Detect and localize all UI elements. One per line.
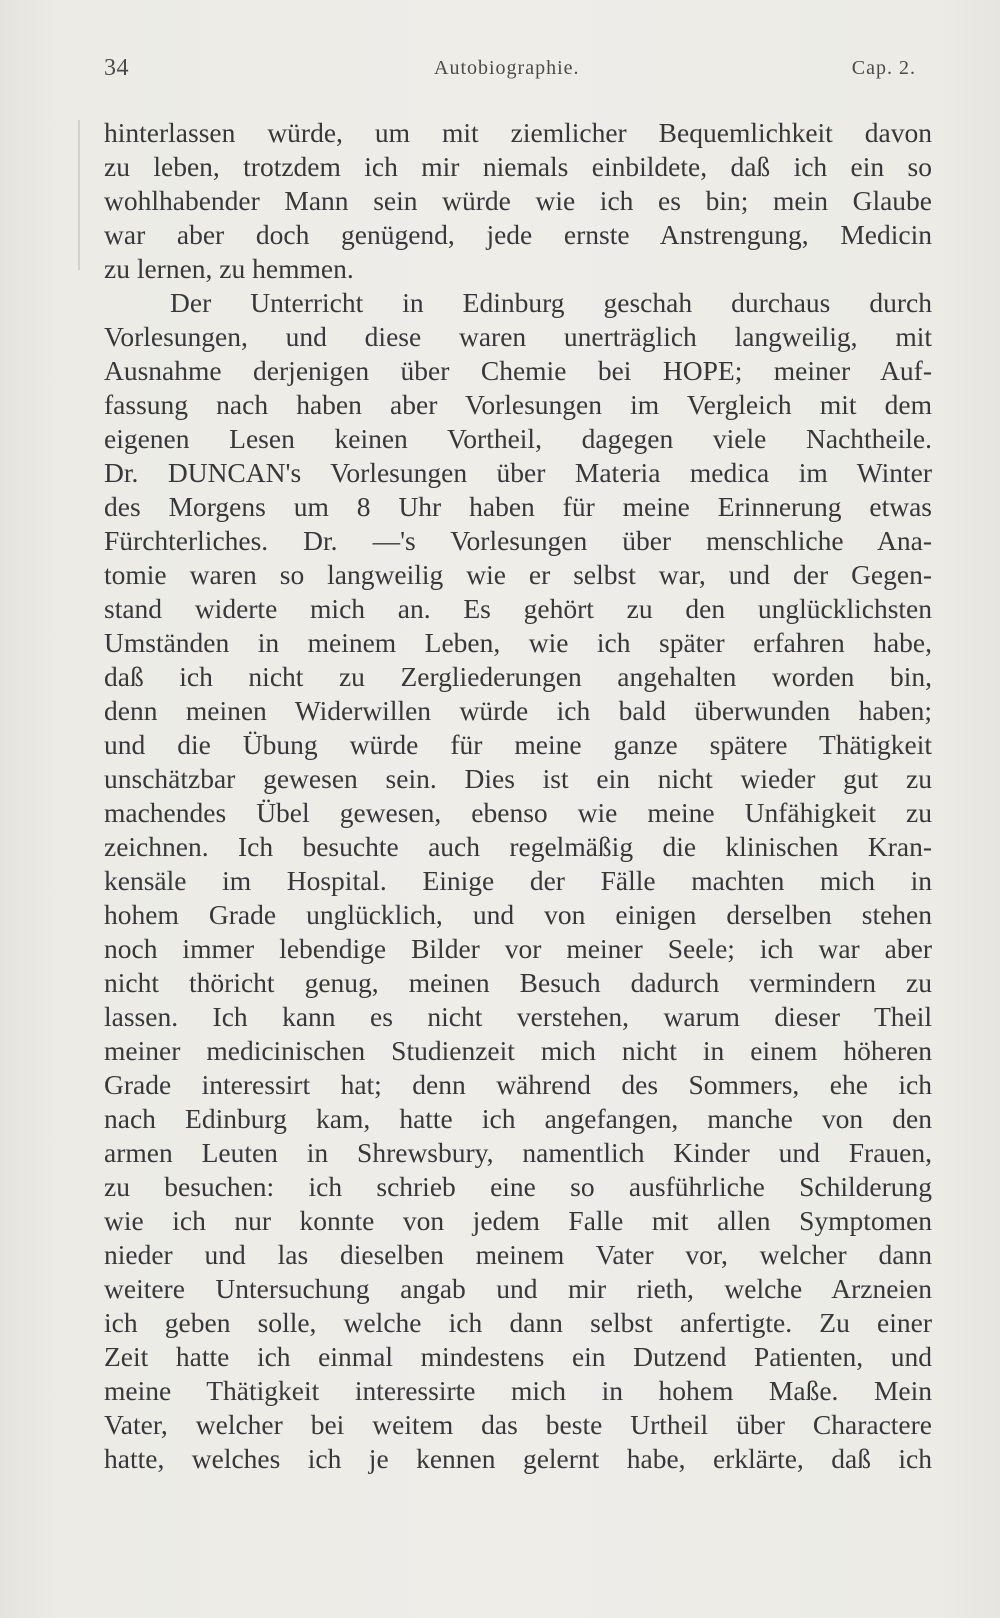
text-line: Grade interessirt hat; denn während des Sommers, ehe ich (104, 1069, 932, 1100)
text-line: meiner medicinischen Studienzeit mich nicht in einem höheren (104, 1035, 932, 1066)
text-line: wohlhabender Mann sein würde wie ich es bin; mein Glaube (104, 185, 932, 216)
text-line: armen Leuten in Shrewsbury, namentlich Kinder und Frauen, (104, 1137, 932, 1168)
text-line: Umständen in meinem Leben, wie ich später erfahren habe, (104, 627, 932, 658)
text-line: hatte, welches ich je kennen gelernt habe, erklärte, daß ich (104, 1443, 932, 1474)
text-line: eigenen Lesen keinen Vortheil, dagegen viele Nachtheile. (104, 423, 932, 454)
text-line: wie ich nur konnte von jedem Falle mit allen Symptomen (104, 1205, 932, 1236)
running-title: Autobiographie. (434, 57, 580, 79)
text-line: stand widerte mich an. Es gehört zu den unglücklichsten (104, 593, 932, 624)
text-line: kensäle im Hospital. Einige der Fälle machten mich in (104, 865, 932, 896)
text-line: meine Thätigkeit interessirte mich in hohem Maße. Mein (104, 1375, 932, 1406)
text-line: des Morgens um 8 Uhr haben für meine Erinnerung etwas (104, 491, 932, 522)
text-line: machendes Übel gewesen, ebenso wie meine Unfähigkeit zu (104, 797, 932, 828)
text-line: zeichnen. Ich besuchte auch regelmäßig die klinischen Kran- (104, 831, 932, 862)
text-line: noch immer lebendige Bilder vor meiner Seele; ich war aber (104, 933, 932, 964)
text-line: zu leben, trotzdem ich mir niemals einbildete, daß ich ein so (104, 151, 932, 182)
margin-mark (78, 120, 80, 270)
text-line: Vorlesungen, und diese waren unerträglich langweilig, mit (104, 321, 932, 352)
text-line: nicht thöricht genug, meinen Besuch dadurch vermindern zu (104, 967, 932, 998)
text-line: nach Edinburg kam, hatte ich angefangen, manche von den (104, 1103, 932, 1134)
text-line: zu lernen, zu hemmen. (104, 253, 354, 284)
page-number: 34 (104, 55, 129, 81)
text-line: ich geben solle, welche ich dann selbst anfertigte. Zu einer (104, 1307, 932, 1338)
text-line: unschätzbar gewesen sein. Dies ist ein nicht wieder gut zu (104, 763, 932, 794)
text-line: Vater, welcher bei weitem das beste Urtheil über Charactere (104, 1409, 932, 1440)
text-line: tomie waren so langweilig wie er selbst war, und der Gegen- (104, 559, 932, 590)
text-line: denn meinen Widerwillen würde ich bald überwunden haben; (104, 695, 932, 726)
text-line: nieder und las dieselben meinem Vater vor, welcher dann (104, 1239, 932, 1270)
text-line: daß ich nicht zu Zergliederungen angehalten worden bin, (104, 661, 932, 692)
text-line: zu besuchen: ich schrieb eine so ausführliche Schilderung (104, 1171, 932, 1202)
text-line: Ausnahme derjenigen über Chemie bei HOPE; meiner Auf- (104, 355, 932, 386)
text-line: und die Übung würde für meine ganze spätere Thätigkeit (104, 729, 932, 760)
text-line: Dr. DUNCAN's Vorlesungen über Materia medica im Winter (104, 457, 932, 488)
body-text (104, 116, 932, 1476)
text-line: war aber doch genügend, jede ernste Anstrengung, Medicin (104, 219, 932, 250)
running-header (104, 55, 916, 85)
text-line: fassung nach haben aber Vorlesungen im Vergleich mit dem (104, 389, 932, 420)
chapter-label: Cap. 2. (851, 57, 916, 79)
text-line: Der Unterricht in Edinburg geschah durchaus durch (170, 287, 932, 318)
text-line: Fürchterliches. Dr. —'s Vorlesungen über menschliche Ana- (104, 525, 932, 556)
text-line: Zeit hatte ich einmal mindestens ein Dutzend Patienten, und (104, 1341, 932, 1372)
text-line: hinterlassen würde, um mit ziemlicher Bequemlichkeit davon (104, 117, 932, 148)
text-line: hohem Grade unglücklich, und von einigen derselben stehen (104, 899, 932, 930)
text-line: lassen. Ich kann es nicht verstehen, warum dieser Theil (104, 1001, 932, 1032)
text-line: weitere Untersuchung angab und mir rieth, welche Arzneien (104, 1273, 932, 1304)
